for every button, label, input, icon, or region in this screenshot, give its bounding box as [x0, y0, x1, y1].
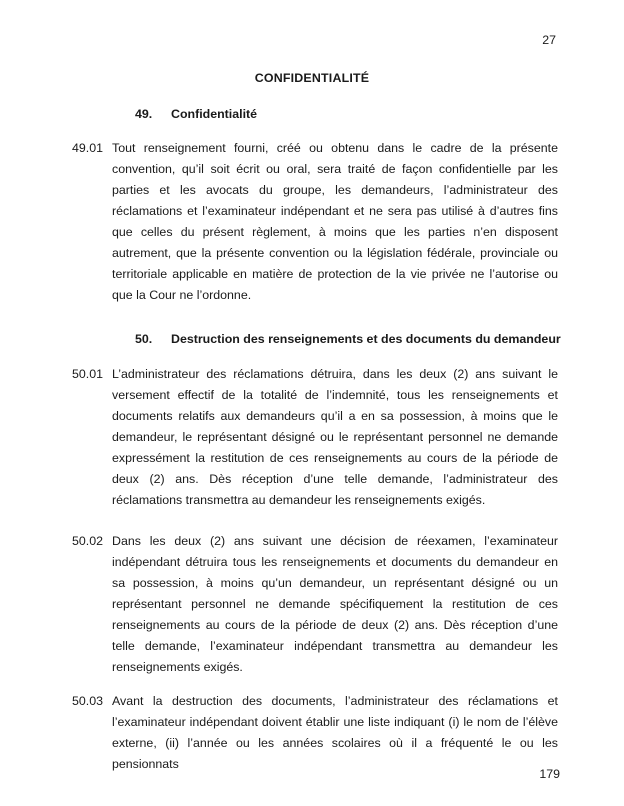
- section-50-title: Destruction des renseignements et des documents du demandeur: [171, 332, 561, 346]
- page-number-bottom: 179: [539, 767, 560, 781]
- paragraph-50-02-number: 50.02: [72, 534, 104, 548]
- page-number-top: 27: [542, 33, 556, 47]
- section-50-number: 50.: [135, 332, 153, 346]
- section-heading-50: [135, 332, 560, 347]
- paragraph-50-03: [72, 691, 558, 775]
- paragraph-49-01: [72, 138, 558, 306]
- section-49-title: Confidentialité: [171, 107, 258, 121]
- document-title: CONFIDENTIALITÉ: [254, 71, 370, 85]
- section-49-number: 49.: [135, 107, 153, 121]
- paragraph-50-03-number: 50.03: [72, 694, 104, 708]
- paragraph-50-03-text: Avant la destruction des documents, l’administrateur des réclamations et l’examinateur indépendant doivent établir une liste indiquant (i) le nom de l’élève externe, (ii) l’année ou les années scolaires où il a fréquenté le ou les pensionnats: [112, 694, 558, 771]
- paragraph-49-01-number: 49.01: [72, 141, 104, 155]
- paragraph-50-02-text: Dans les deux (2) ans suivant une décision de réexamen, l’examinateur indépendant détruira tous les renseignements et documents du demandeur en sa possession, à moins qu’un demandeur, un représentant désigné ou un représentant personnel ne demande spécifiquement la restitution de ces renseignements au cours de la période de deux (2) ans. Dès réception d’une telle demande, l’examinateur indépendant transmettra au demandeur les renseignements exigés.: [112, 534, 558, 674]
- paragraph-50-01-text: L’administrateur des réclamations détruira, dans les deux (2) ans suivant le versement effectif de la totalité de l’indemnité, tous les renseignements et documents relatifs aux demandeurs qu’il a en sa possession, à moins que le demandeur, le représentant désigné ou le représentant personnel ne demande expressément la restitution de ces renseignements au cours de la période de deux (2) ans. Dès réception d’une telle demande, l’administrateur des réclamations transmettra au demandeur les renseignements exigés.: [112, 367, 558, 507]
- paragraph-50-01: [72, 364, 558, 511]
- paragraph-50-01-number: 50.01: [72, 367, 104, 381]
- paragraph-49-01-text: Tout renseignement fourni, créé ou obtenu dans le cadre de la présente convention, qu’il soit écrit ou oral, sera traité de façon confidentielle par les parties et les avocats du groupe, les demandeurs, l’administrateur des réclamations et l’examinateur indépendant et ne sera pas utilisé à d’autres fins que celles du présent règlement, à moins que les parties n’en disposent autrement, que la présente convention ou la législation fédérale, provinciale ou territoriale applicable en matière de protection de la vie privée ne l’autorise ou que la Cour ne l’ordonne.: [112, 141, 558, 302]
- paragraph-50-02: [72, 531, 558, 678]
- section-heading-49: [135, 107, 560, 122]
